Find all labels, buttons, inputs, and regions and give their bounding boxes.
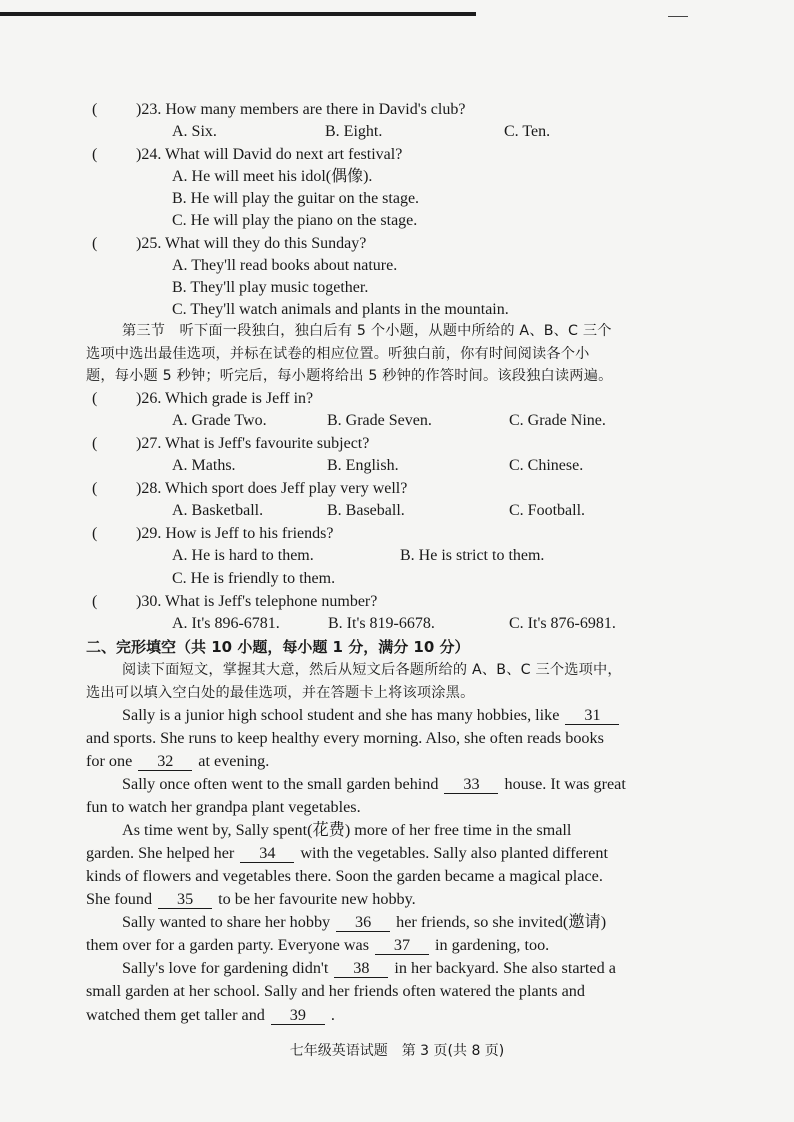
option: A. Maths.	[172, 457, 236, 474]
passage-line: As time went by, Sally spent(花费) more of her free time in the small	[122, 821, 572, 839]
blank-35[interactable]: 35	[158, 890, 212, 909]
blank-34[interactable]: 34	[240, 844, 294, 863]
question-text: )25. What will they do this Sunday?	[136, 235, 367, 252]
blank-33[interactable]: 33	[444, 775, 498, 794]
blank-39[interactable]: 39	[271, 1006, 325, 1025]
blank-37[interactable]: 37	[375, 936, 429, 955]
question-text: )29. How is Jeff to his friends?	[136, 525, 334, 542]
top-mark	[668, 16, 688, 17]
option: A. He will meet his idol(偶像).	[172, 168, 373, 185]
question-text: )30. What is Jeff's telephone number?	[136, 593, 378, 610]
option: B. He will play the guitar on the stage.	[172, 190, 420, 207]
question-text: )23. How many members are there in David's club?	[136, 101, 466, 118]
option: A. Six.	[172, 123, 217, 140]
answer-paren[interactable]: (	[92, 146, 98, 163]
option: A. It's 896-6781.	[172, 615, 280, 632]
option: C. They'll watch animals and plants in the mountain.	[172, 301, 509, 318]
passage-line: watched them get taller and 39 .	[86, 1006, 335, 1024]
question-text: )28. Which sport does Jeff play very well?	[136, 480, 408, 497]
passage-line: Sally is a junior high school student and she has many hobbies, like 31	[122, 704, 625, 727]
passage-line: for one 32 at evening.	[86, 752, 270, 770]
option: A. Grade Two.	[172, 412, 267, 429]
passage-line: Sally wanted to share her hobby 36 her friends, so she invited(邀请)	[122, 913, 607, 931]
passage-line: garden. She helped her 34 with the vegetables. Sally also planted different	[86, 844, 608, 862]
question-text: )27. What is Jeff's favourite subject?	[136, 435, 370, 452]
option: C. It's 876-6981.	[509, 615, 616, 632]
blank-36[interactable]: 36	[336, 913, 390, 932]
passage-line: She found 35 to be her favourite new hobby.	[86, 890, 416, 908]
section3-line2: 选项中选出最佳选项，并标在试卷的相应位置。听独白前，你有时间阅读各个小	[86, 346, 590, 362]
option: B. Baseball.	[327, 502, 405, 519]
passage-line: Sally's love for gardening didn't 38 in her backyard. She also started a	[122, 959, 616, 977]
page-footer: 七年级英语试题 第 3 页(共 8 页)	[289, 1043, 505, 1059]
answer-paren[interactable]: (	[92, 593, 98, 610]
option: B. Eight.	[325, 123, 383, 140]
option: B. English.	[327, 457, 399, 474]
question-text: )26. Which grade is Jeff in?	[136, 390, 314, 407]
option: A. He is hard to them.	[172, 547, 314, 564]
option: C. Grade Nine.	[509, 412, 606, 429]
passage-line: and sports. She runs to keep healthy every morning. Also, she often reads books	[86, 729, 604, 747]
blank-32[interactable]: 32	[138, 752, 192, 771]
option: B. It's 819-6678.	[328, 615, 435, 632]
question-text: )24. What will David do next art festival?	[136, 146, 403, 163]
option: B. They'll play music together.	[172, 279, 369, 296]
answer-paren[interactable]: (	[92, 435, 98, 452]
option: C. Football.	[509, 502, 586, 519]
answer-paren[interactable]: (	[92, 101, 98, 118]
answer-paren[interactable]: (	[92, 480, 98, 497]
answer-paren[interactable]: (	[92, 390, 98, 407]
answer-paren[interactable]: (	[92, 235, 98, 252]
passage-line: Sally once often went to the small garden behind 33 house. It was great	[122, 775, 626, 793]
option: C. He is friendly to them.	[172, 570, 336, 587]
option: C. Chinese.	[509, 457, 584, 474]
blank-38[interactable]: 38	[334, 959, 388, 978]
passage-line: them over for a garden party. Everyone was 37 in gardening, too.	[86, 936, 550, 954]
passage-line: kinds of flowers and vegetables there. Soon the garden became a magical place.	[86, 867, 603, 885]
passage-line: fun to watch her grandpa plant vegetables.	[86, 798, 361, 816]
section3-line1: 第三节 听下面一段独白，独白后有 5 个小题，从题中所给的 A、B、C 三个	[122, 323, 612, 339]
option: C. Ten.	[504, 123, 551, 140]
part2-heading: 二、完形填空（共 10 小题，每小题 1 分，满分 10 分）	[86, 638, 470, 656]
option: A. Basketball.	[172, 502, 264, 519]
option: B. Grade Seven.	[327, 412, 432, 429]
passage-line: small garden at her school. Sally and her friends often watered the plants and	[86, 982, 585, 1000]
option: B. He is strict to them.	[400, 547, 545, 564]
part2-instruction-line2: 选出可以填入空白处的最佳选项，并在答题卡上将该项涂黑。	[86, 685, 475, 701]
option: A. They'll read books about nature.	[172, 257, 398, 274]
section3-line3: 题，每小题 5 秒钟；听完后，每小题将给出 5 秒钟的作答时间。该段独白读两遍。	[86, 368, 613, 384]
part2-instruction-line1: 阅读下面短文，掌握其大意，然后从短文后各题所给的 A、B、C 三个选项中，	[122, 662, 622, 678]
option: C. He will play the piano on the stage.	[172, 212, 418, 229]
blank-31[interactable]: 31	[565, 706, 619, 725]
answer-paren[interactable]: (	[92, 525, 98, 542]
top-rule	[0, 12, 476, 16]
